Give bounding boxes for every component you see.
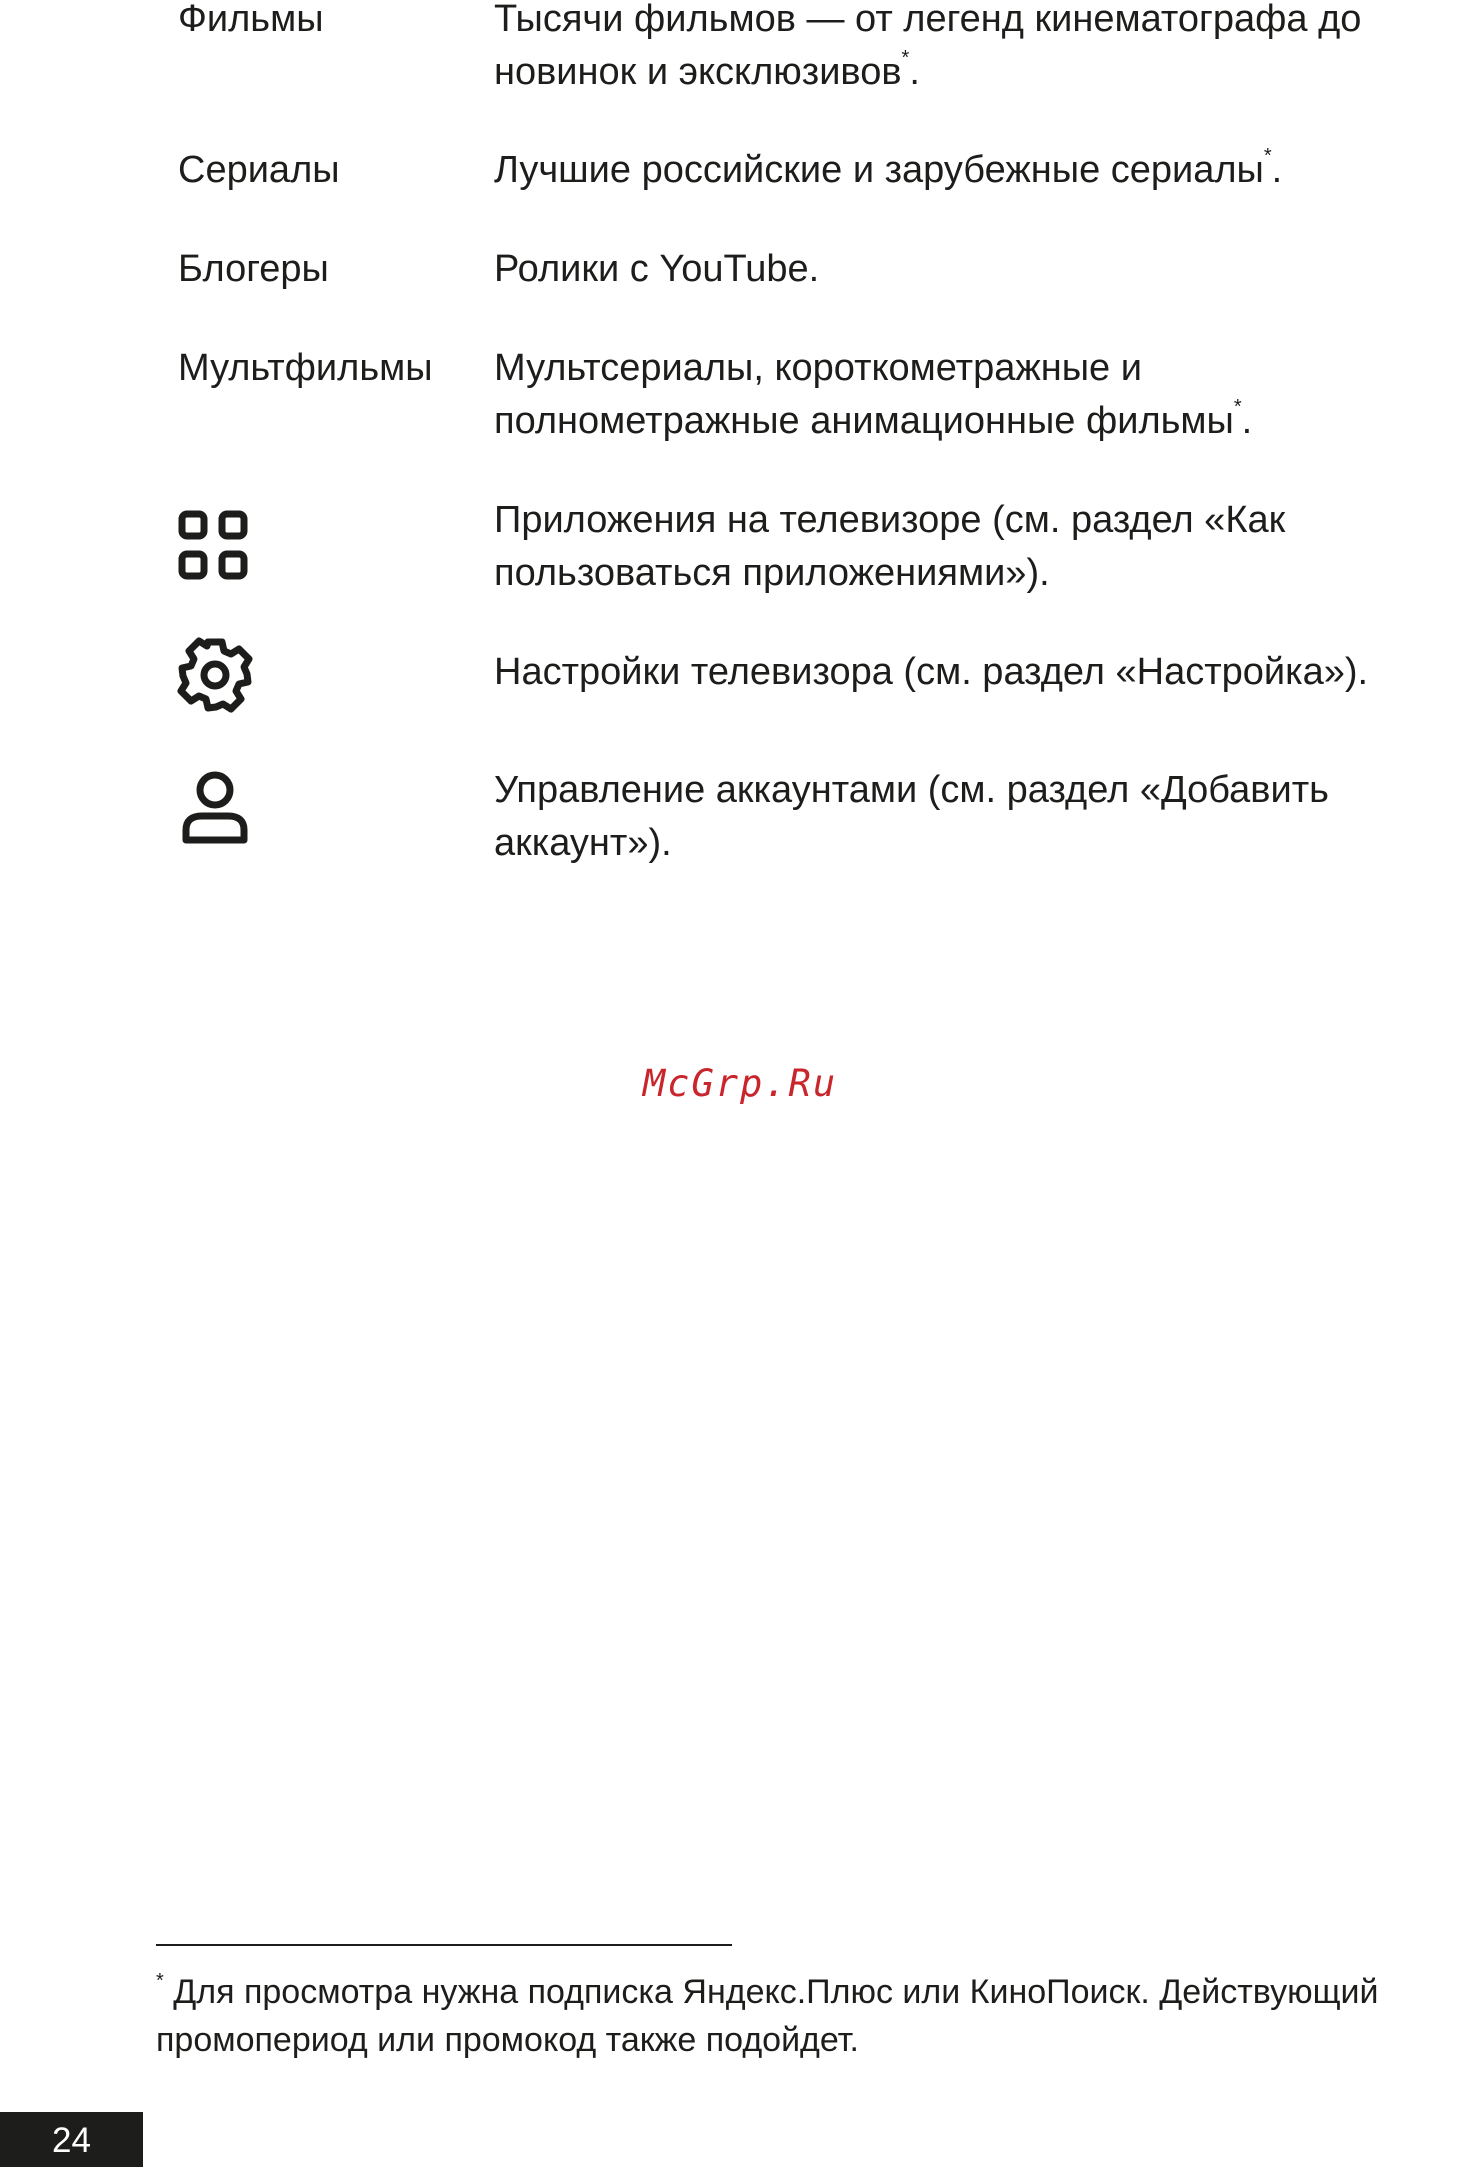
description-text: Настройки телевизора (см. раздел «Настройка»). [494,651,1369,693]
apps-grid-icon [178,510,248,585]
description-text: Приложения на телевизоре (см. раздел «Как пользоваться приложениями»). [494,499,1286,594]
description-text: Ролики с YouTube. [494,248,820,290]
description-text: Лучшие российские и зарубежные сериалы [494,149,1264,191]
footnote-marker: * [901,47,910,70]
gear-icon [176,636,254,719]
user-account-icon [180,770,250,851]
description-end: . [1241,400,1253,442]
footnote-marker: * [156,1969,164,1992]
row-description [494,144,1454,197]
footnote-marker: * [1233,396,1242,419]
description-text: Тысячи фильмов — от легенд кинематографа до новинок и эксклюзивов [494,0,1362,93]
description-end: . [909,51,920,93]
row-label: Сериалы [178,149,340,191]
row-description [494,646,1454,699]
page-number: 24 [0,2112,143,2167]
footnote [156,1968,1476,2064]
footnote-text: Для просмотра нужна подписка Яндекс.Плюс или КиноПоиск. Действующий промопериод или промокод также подойдет. [156,1973,1379,2059]
row-label: Блогеры [178,248,329,290]
description-text: Мультсериалы, короткометражные и полнометражные анимационные фильмы [494,347,1234,442]
row-description [494,764,1454,870]
row-description [494,0,1454,99]
watermark: McGrp.Ru [642,1062,838,1105]
row-description [494,342,1454,448]
row-description [494,243,1454,296]
row-label: Мультфильмы [178,347,433,389]
footnote-marker: * [1263,145,1272,168]
description-text: Управление аккаунтами (см. раздел «Добавить аккаунт»). [494,769,1329,864]
footnote-divider [156,1944,732,1946]
description-end: . [1271,149,1283,191]
row-description [494,494,1454,600]
row-label: Фильмы [178,0,324,40]
